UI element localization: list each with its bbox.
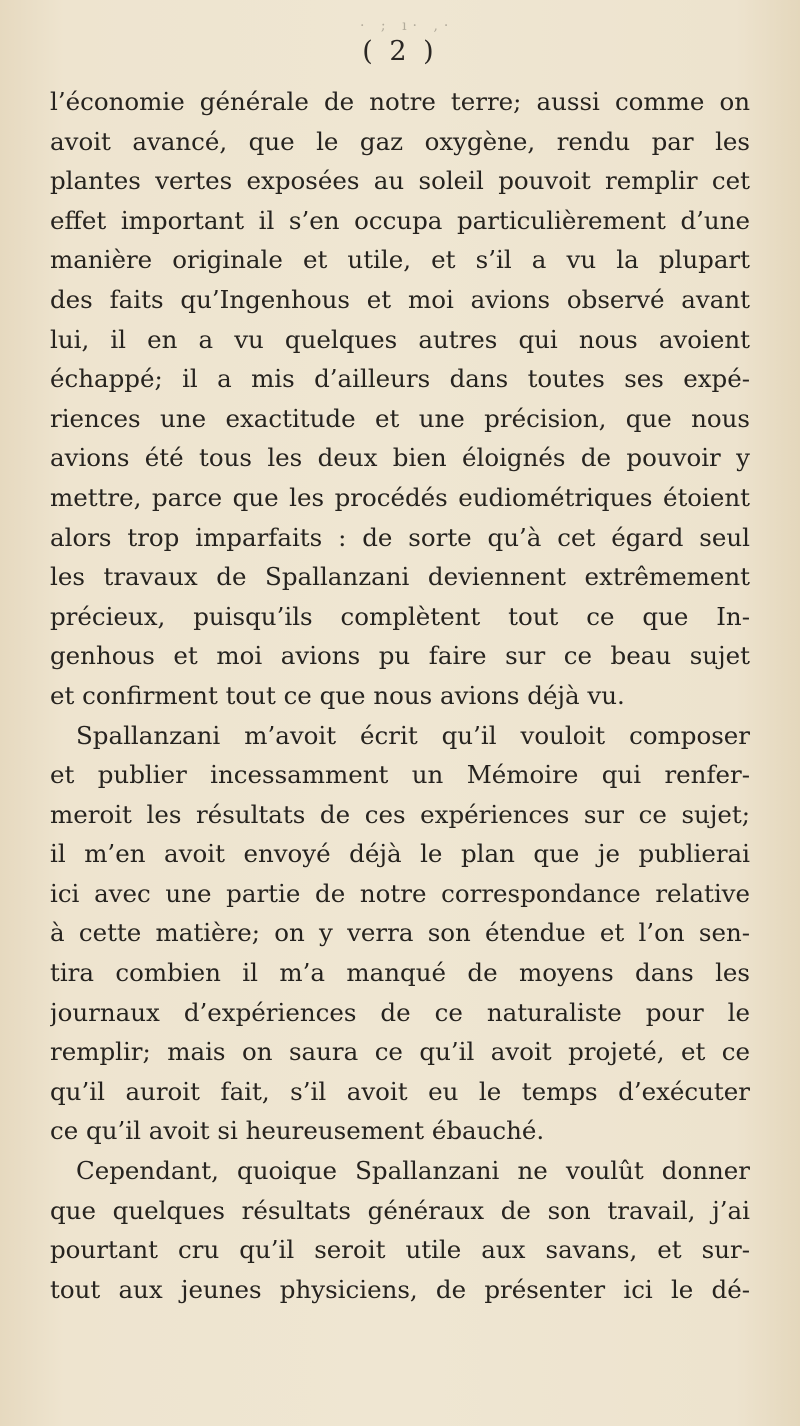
text-line: meroit les résultats de ces expériences sur ce sujet; [50,799,750,829]
text-line: ici avec une partie de notre correspondance relative [50,878,750,908]
text-line: avoit avancé, que le gaz oxygène, rendu par les [50,126,750,156]
text-line: Spallanzani m’avoit écrit qu’il vouloit composer [76,720,750,750]
text-line: ce qu’il avoit si heureusement ébauché. [50,1116,545,1146]
text-line: pourtant cru qu’il seroit utile aux savans, et sur- [50,1235,750,1265]
text-line: effet important il s’en occupa particulièrement d’une [50,205,750,235]
text-line: journaux d’expériences de ce naturaliste pour le [50,997,750,1027]
body-text [50,82,750,1309]
text-line: il m’en avoit envoyé déjà le plan que je publierai [50,839,750,869]
text-line: avions été tous les deux bien éloignés de pouvoir y [50,443,750,473]
text-line: des faits qu’Ingenhous et moi avions observé avant [50,284,750,314]
text-line: à cette matière; on y verra son étendue et l’on sen- [50,918,750,948]
text-line: lui, il en a vu quelques autres qui nous avoient [50,324,750,354]
ink-smudge: · ; ı· ,· [360,18,455,34]
text-line: Cependant, quoique Spallanzani ne voulût donner [76,1156,750,1186]
text-line: alors trop imparfaits : de sorte qu’à cet égard seul [50,522,750,552]
text-line: et publier incessamment un Mémoire qui renfer- [50,760,750,790]
page-number: ( 2 ) [362,36,438,67]
text-line: précieux, puisqu’ils complètent tout ce que In- [50,601,750,631]
text-line: plantes vertes exposées au soleil pouvoit remplir cet [50,166,750,196]
text-line: remplir; mais on saura ce qu’il avoit projeté, et ce [50,1037,750,1067]
text-line: genhous et moi avions pu faire sur ce beau sujet [50,641,750,671]
text-line: mettre, parce que les procédés eudiométriques étoient [50,482,750,512]
text-line: et confirment tout ce que nous avions déjà vu. [50,680,625,710]
text-line: échappé; il a mis d’ailleurs dans toutes ses expé- [50,364,750,394]
text-line: que quelques résultats généraux de son travail, j’ai [50,1195,750,1225]
text-line: les travaux de Spallanzani deviennent extrêmement [50,562,750,592]
text-line: riences une exactitude et une précision, que nous [50,403,750,433]
text-line: qu’il auroit fait, s’il avoit eu le temps d’exécuter [50,1076,750,1106]
text-line: l’économie générale de notre terre; aussi comme on [50,87,750,116]
text-line: tira combien il m’a manqué de moyens dans les [50,958,750,988]
text-line: tout aux jeunes physiciens, de présenter ici le dé- [50,1274,750,1304]
text-line: manière originale et utile, et s’il a vu la plupart [50,245,750,275]
